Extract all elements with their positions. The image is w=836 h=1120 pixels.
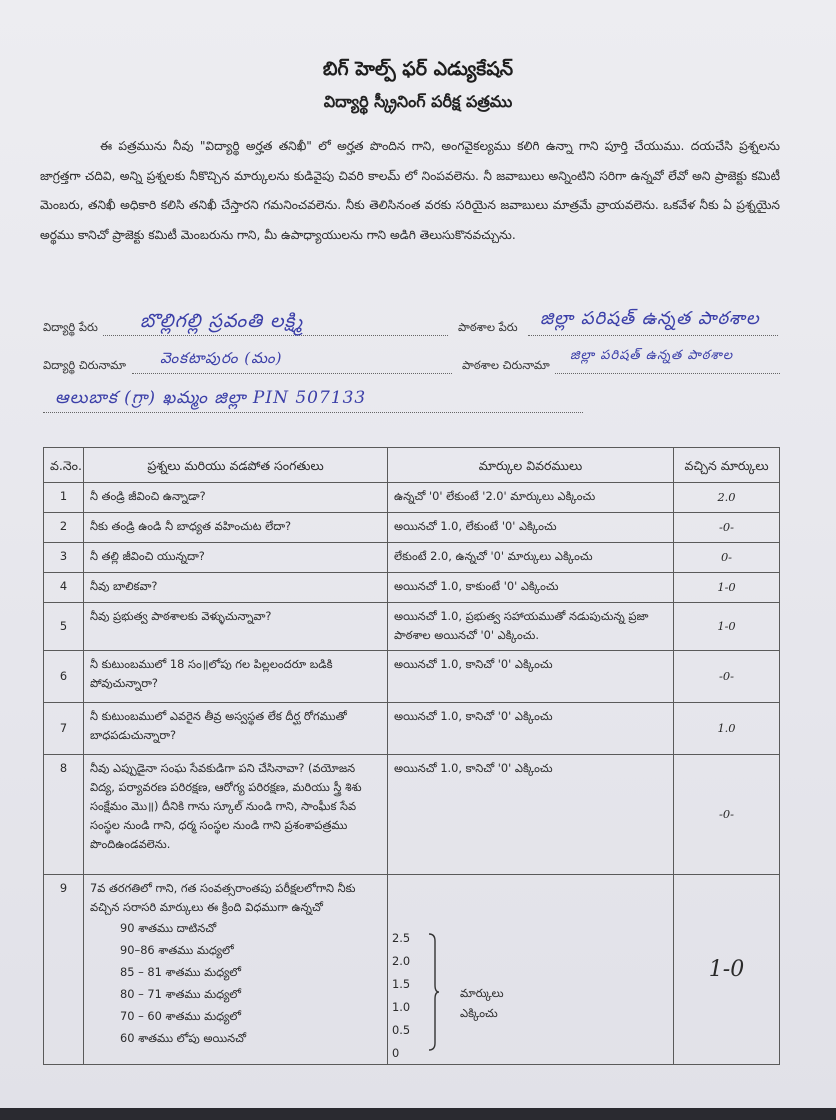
row-score[interactable]: 1-0 [674,603,780,651]
student-name-label: విద్యార్థి పేరు [43,320,98,334]
row-score[interactable]: -0- [674,755,780,875]
marks-scale [388,875,673,1063]
row-marks-rule: అయినచో 1.0, లేకుంటే '0' ఎక్కించు [388,513,674,543]
mark-value: 0 [392,1046,400,1060]
row-marks-rule: అయినచో 1.0, కానిచో '0' ఎక్కించు [388,703,674,755]
table-row [44,573,780,603]
student-name-value[interactable]: బొల్లిగల్లి స్రవంతి లక్ష్మి [140,310,304,332]
table-row [44,703,780,755]
scan-edge [0,1108,836,1120]
table-header-row [44,448,780,483]
table-row [44,755,780,875]
curly-brace-icon [428,933,440,1051]
row-question: నీకు తండ్రి ఉండి నీ బాధ్యత వహించుట లేదా? [84,513,388,543]
col-header-questions: ప్రశ్నలు మరియు వడపోత సంగతులు [84,448,388,483]
marks-list [392,927,410,1065]
row-marks-rule: ఉన్నచో '0' లేకుంటే '2.0' మార్కులు ఎక్కించు [388,483,674,513]
row-number: 8 [44,755,84,875]
col-header-serial: వ.నెం. [44,448,84,483]
page-title: బిగ్ హెల్ప్ ఫర్ ఎడ్యుకేషన్ [322,58,514,80]
address-line2-value[interactable]: ఆలుబాక (గ్రా) ఖమ్మం జిల్లా PIN 507133 [55,388,367,408]
row-number: 3 [44,543,84,573]
row9-question-text: 7వ తరగతిలో గాని, గత సంవత్సరాంతపు పరీక్షలలోగాని నీకు వచ్చిన సరాసరి మార్కులు ఈ క్రింది విధముగా ఉన్నచో [90,881,356,914]
table-row [44,483,780,513]
row-question: నీ తండ్రి జీవించి ఉన్నాడా? [84,483,388,513]
grade-item: 60 శాతము లోపు అయినచో [120,1031,247,1045]
col-header-marks-obtained: వచ్చిన మార్కులు [674,448,780,483]
row-number: 9 [44,875,84,1065]
row-number: 6 [44,651,84,703]
mark-value: 1.5 [392,977,411,991]
mark-value: 0.5 [392,1023,411,1037]
row-score[interactable]: -0- [674,513,780,543]
instructions-paragraph: ఈ పత్రమును నీవు "విద్యార్థి అర్హత తనిఖీ" లో అర్హత పొందిన గాని, అంగవైకల్యము కలిగి ఉన్నా గాని పూర్తి చేయుము. దయచేసి ప్రశ్నలను జాగ్రత్తగా చదివి, అన్ని ప్రశ్నలకు నీకొచ్చిన మార్కులను కుడివైపు చివరి కాలమ్ లో నింపవలెను. నీ జవాబులు అన్నింటిని సరిగా ఉన్నవో లేవో అని ప్రాజెక్టు కమిటీ మెంబరు, తనిఖీ అధికారి కలిసి తనిఖీ చేస్తారని గమనించవలెను. నీకు తెలిసినంత వరకు సరియైన జవాబులు మాత్రమే వ్రాయవలెను. ఒకవేళ నీకు ఏ ప్రశ్నయైన అర్థము కానిచో ప్రాజెక్టు కమిటీ మెంబరును గాని, మీ ఉపాధ్యాయులను గాని అడిగి తెలుసుకొనవచ్చును. [40,139,780,242]
marks-note-line1: మార్కులు [460,986,504,1000]
row-question: నీవు బాలికవా? [84,573,388,603]
row-marks-rule: అయినచో 1.0, ప్రభుత్వ సహాయముతో నడుపుచున్న ప్రజా పాఠశాల అయినచో '0' ఎక్కించు. [388,603,674,651]
student-address-value[interactable]: వెంకటాపురం (మం) [160,349,283,367]
table-row [44,603,780,651]
mark-value: 1.0 [392,1000,411,1014]
row-question: నీవు ఎప్పుడైనా సంఘ సేవకుడిగా పని చేసినావా? (వయోజన విద్య, పర్యావరణ పరిరక్షణ, ఆరోగ్య పరిరక్షణ, మరియు స్త్రీ శిశు సంక్షేమం మొ॥) దీనికి గాను స్కూల్ నుండి గాని, సాంఘీక సేవ సంస్థల నుండి గాని, ధర్మ సంస్థల నుండి గాని ప్రశంశాపత్రము పొందిఉండవలెను. [84,755,388,875]
row-number: 7 [44,703,84,755]
student-address-underline [132,373,452,374]
row-score[interactable]: 1-0 [674,875,780,1065]
row-number: 5 [44,603,84,651]
student-address-label: విద్యార్థి చిరునామా [43,358,126,372]
school-name-value[interactable]: జిల్లా పరిషత్ ఉన్నత పాఠశాల [540,308,760,329]
school-address-underline [555,373,780,374]
questions-table [43,447,780,1065]
row-question: నీవు ప్రభుత్వ పాఠశాలకు వెళ్ళుచున్నావా? [84,603,388,651]
table-row [44,875,780,1065]
school-name-underline [528,335,778,336]
marks-note [460,983,504,1023]
row-score[interactable]: 0- [674,543,780,573]
mark-value: 2.5 [392,931,411,945]
table-row [44,651,780,703]
row-marks-rule: లేకుంటే 2.0, ఉన్నచో '0' మార్కులు ఎక్కించు [388,543,674,573]
school-address-value[interactable]: జిల్లా పరిషత్ ఉన్నత పాఠశాల [570,348,734,363]
row-number: 4 [44,573,84,603]
row-question [84,875,388,1065]
page-subtitle: విద్యార్థి స్క్రీనింగ్ పరీక్ష పత్రము [323,92,513,111]
row-question: నీ కుటుంబములో ఎవరైన తీవ్ర అస్వస్థత లేక దీర్ఘ రోగముతో బాధపడుచున్నారా? [84,703,388,755]
row-question: నీ కుటుంబములో 18 సం॥లోపు గల పిల్లలందరూ బడికి పోవుచున్నారా? [84,651,388,703]
row-question: నీ తల్లి జీవించి యున్నదా? [84,543,388,573]
grade-item: 80 – 71 శాతము మధ్యలో [120,987,242,1001]
grade-item: 90 శాతము దాటినచో [120,921,217,935]
row-marks-rule: అయినచో 1.0, కానిచో '0' ఎక్కించు [388,651,674,703]
row-score[interactable]: 1.0 [674,703,780,755]
grade-item: 85 – 81 శాతము మధ్యలో [120,965,242,979]
mark-value: 2.0 [392,954,411,968]
marks-note-line2: ఎక్కించు [460,1006,498,1020]
school-name-label: పాఠశాల పేరు [458,320,518,334]
grade-item: 70 – 60 శాతము మధ్యలో [120,1009,242,1023]
table-row [44,543,780,573]
school-address-label: పాఠశాల చిరునామా [462,358,550,372]
table-row [44,513,780,543]
col-header-marks-details: మార్కుల వివరములు [388,448,674,483]
row-score[interactable]: -0- [674,651,780,703]
grade-item: 90–86 శాతము మధ్యలో [120,943,234,957]
row-score[interactable]: 1-0 [674,573,780,603]
row-number: 2 [44,513,84,543]
row-marks-rule [388,875,674,1065]
row-score[interactable]: 2.0 [674,483,780,513]
address-line2-underline [43,412,583,413]
row-marks-rule: అయినచో 1.0, కాకుంటే '0' ఎక్కించు [388,573,674,603]
row-number: 1 [44,483,84,513]
row-marks-rule: అయినచో 1.0, కానిచో '0' ఎక్కించు [388,755,674,875]
